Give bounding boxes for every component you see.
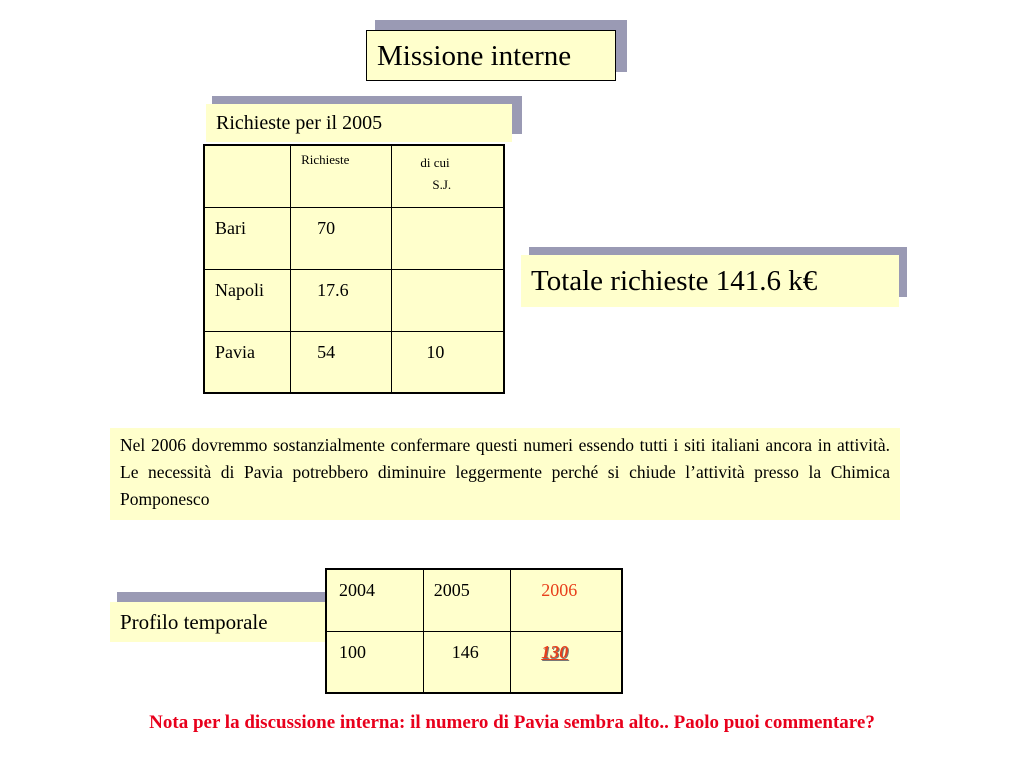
table-row: [204, 331, 504, 393]
header-sj: S.J.: [432, 177, 452, 192]
site-cell: Bari: [204, 207, 291, 269]
site-cell: Napoli: [204, 269, 291, 331]
value-2006: 130: [541, 641, 569, 662]
value-cell: [511, 631, 622, 693]
discussion-note: Nota per la discussione interna: il numero di Pavia sembra alto.. Paolo puoi commentare?: [149, 712, 875, 733]
comment-paragraph: Nel 2006 dovremmo sostanzialmente confermare questi numeri essendo tutti i siti italiani ancora in attività. Le necessità di Pavia potrebbero diminuire leggermente perché si chiude l’attività presso la Chimica Pomponesco: [110, 428, 900, 520]
requests-cell: 54: [291, 331, 392, 393]
sj-cell: [392, 207, 504, 269]
table-row: [326, 631, 622, 693]
profile-label: Profilo temporale: [110, 602, 325, 642]
year-cell: 2006: [511, 569, 622, 631]
table-row: [204, 269, 504, 331]
table-row: [204, 207, 504, 269]
sj-cell: [392, 269, 504, 331]
table-header-cell: Richieste: [291, 145, 392, 207]
sj-cell: 10: [392, 331, 504, 393]
requests-cell: 17.6: [291, 269, 392, 331]
site-cell: Pavia: [204, 331, 291, 393]
value-cell: 100: [326, 631, 423, 693]
year-cell: 2004: [326, 569, 423, 631]
table-header-cell: [204, 145, 291, 207]
requests-heading: Richieste per il 2005: [206, 104, 512, 142]
table-header-row: [204, 145, 504, 207]
profile-table: [325, 568, 623, 694]
header-di-cui: di cui: [420, 155, 450, 170]
table-header-cell: [392, 145, 504, 207]
value-cell: 146: [423, 631, 510, 693]
year-cell: 2005: [423, 569, 510, 631]
total-requests: Totale richieste 141.6 k€: [521, 255, 899, 307]
table-row: [326, 569, 622, 631]
slide-title: Missione interne: [366, 30, 616, 81]
requests-table: [203, 144, 505, 394]
requests-cell: 70: [291, 207, 392, 269]
